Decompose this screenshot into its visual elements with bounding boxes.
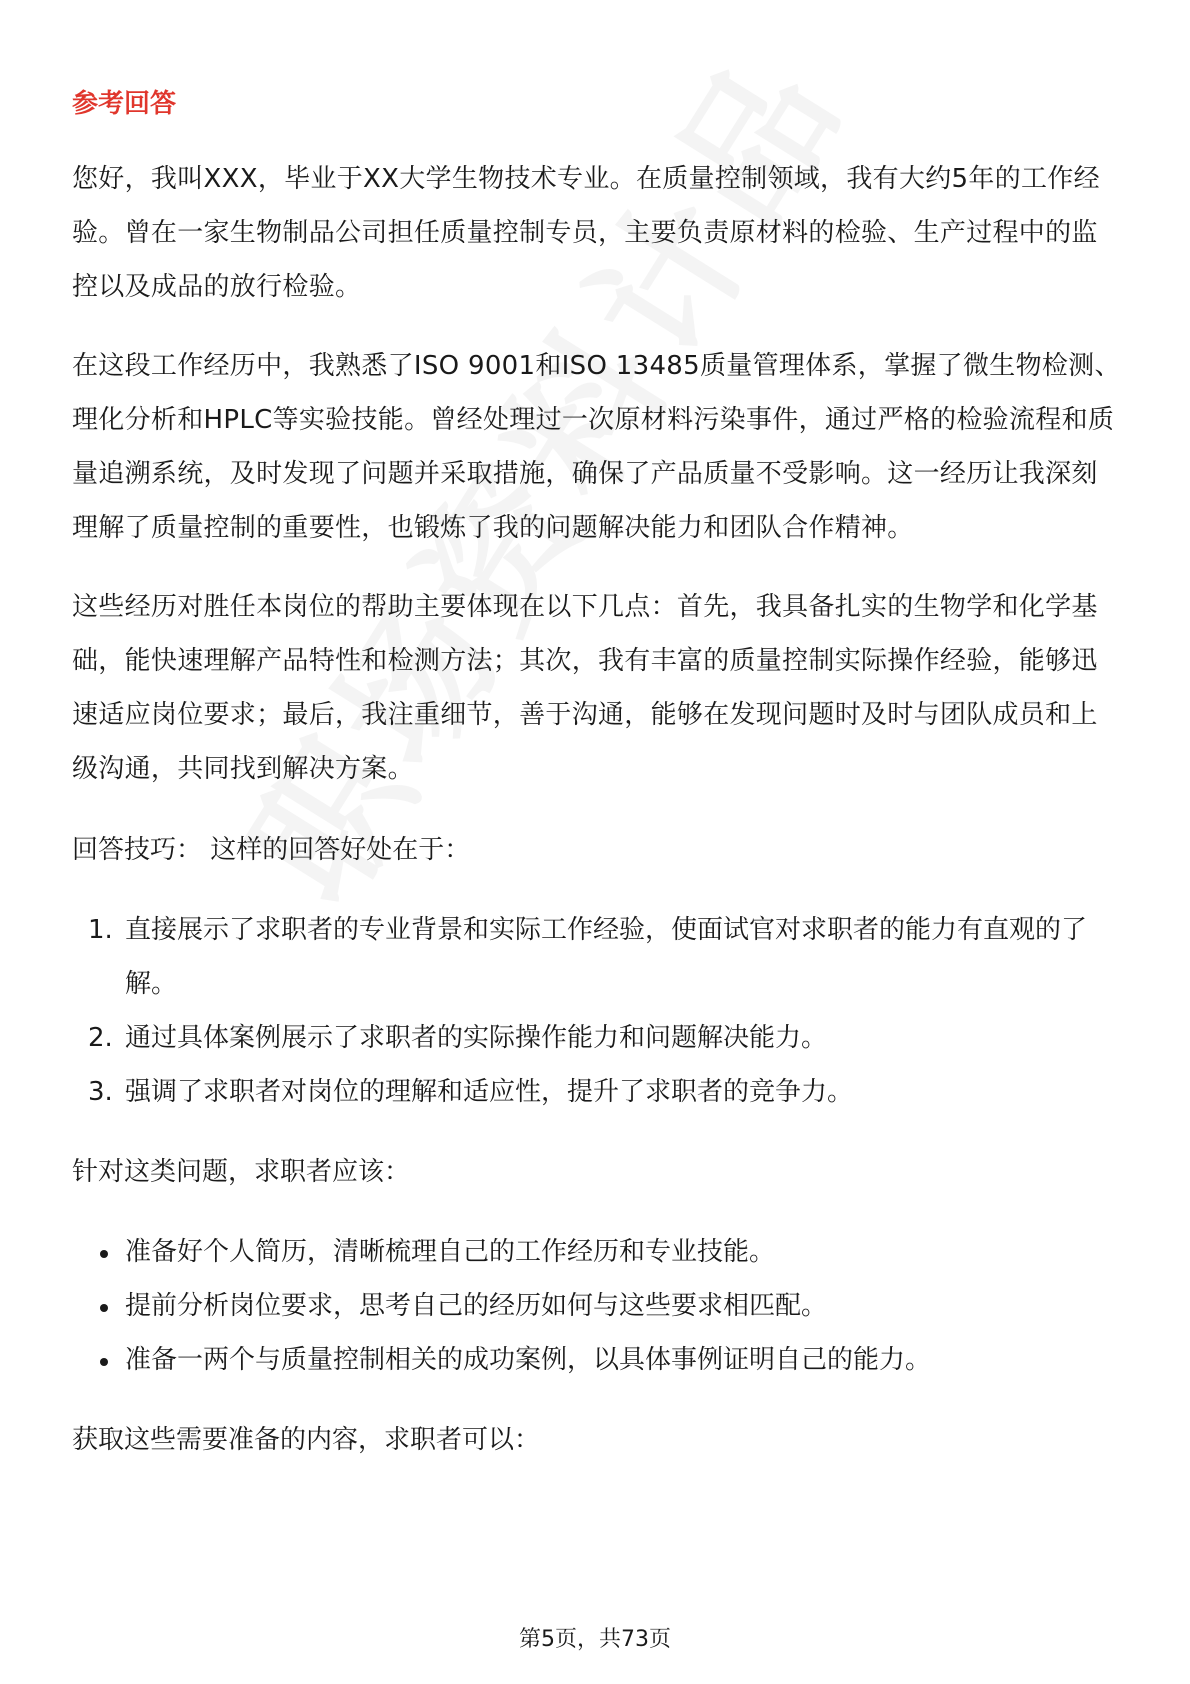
list-number: 3.	[88, 1077, 113, 1107]
paragraph-experience: 在这段工作经历中，我熟悉了ISO 9001和ISO 13485质量管理体系，掌握了微生物检测、理化分析和HPLC等实验技能。曾经处理过一次原材料污染事件，通过严格的检验流程和质量追溯系统，及时发现了问题并采取措施，确保了产品质量不受影响。这一经历让我深刻理解了质量控制的重要性，也锻炼了我的问题解决能力和团队合作精神。	[72, 351, 1121, 543]
paragraph-intro: 您好，我叫XXX，毕业于XX大学生物技术专业。在质量控制领域，我有大约5年的工作经验。曾在一家生物制品公司担任质量控制专员，主要负责原材料的检验、生产过程中的监控以及成品的放行检验。	[72, 164, 1100, 302]
should-list	[72, 1225, 1122, 1387]
bullet-icon	[100, 1250, 108, 1258]
section-title: 参考回答	[72, 89, 177, 119]
list-item	[72, 1333, 1122, 1387]
list-item	[72, 1279, 1122, 1333]
list-number: 1.	[88, 915, 113, 945]
obtain-intro: 获取这些需要准备的内容，求职者可以：	[72, 1425, 541, 1455]
tips-intro: 回答技巧： 这样的回答好处在于：	[72, 835, 471, 865]
paragraph-benefits: 这些经历对胜任本岗位的帮助主要体现在以下几点：首先，我具备扎实的生物学和化学基础，能快速理解产品特性和检测方法；其次，我有丰富的质量控制实际操作经验，能够迅速适应岗位要求；最后，我注重细节，善于沟通，能够在发现问题时及时与团队成员和上级沟通，共同找到解决方案。	[72, 592, 1098, 784]
page-footer: 第5页，共73页	[519, 1627, 671, 1652]
bullet-icon	[100, 1304, 108, 1312]
content	[72, 86, 1122, 1493]
list-text: 通过具体案例展示了求职者的实际操作能力和问题解决能力。	[125, 1023, 828, 1053]
list-item	[72, 903, 1122, 1011]
should-intro: 针对这类问题，求职者应该：	[72, 1157, 411, 1187]
list-number: 2.	[88, 1023, 113, 1053]
tips-list	[72, 903, 1122, 1119]
list-item	[72, 1011, 1122, 1065]
list-text: 提前分析岗位要求，思考自己的经历如何与这些要求相匹配。	[125, 1291, 828, 1321]
list-text: 强调了求职者对岗位的理解和适应性，提升了求职者的竞争力。	[125, 1077, 854, 1107]
list-text: 直接展示了求职者的专业背景和实际工作经验，使面试官对求职者的能力有直观的了解。	[125, 915, 1088, 999]
bullet-icon	[100, 1358, 108, 1366]
list-text: 准备一两个与质量控制相关的成功案例，以具体事例证明自己的能力。	[125, 1345, 932, 1375]
list-text: 准备好个人简历，清晰梳理自己的工作经历和专业技能。	[125, 1237, 776, 1267]
list-item	[72, 1225, 1122, 1279]
list-item	[72, 1065, 1122, 1119]
